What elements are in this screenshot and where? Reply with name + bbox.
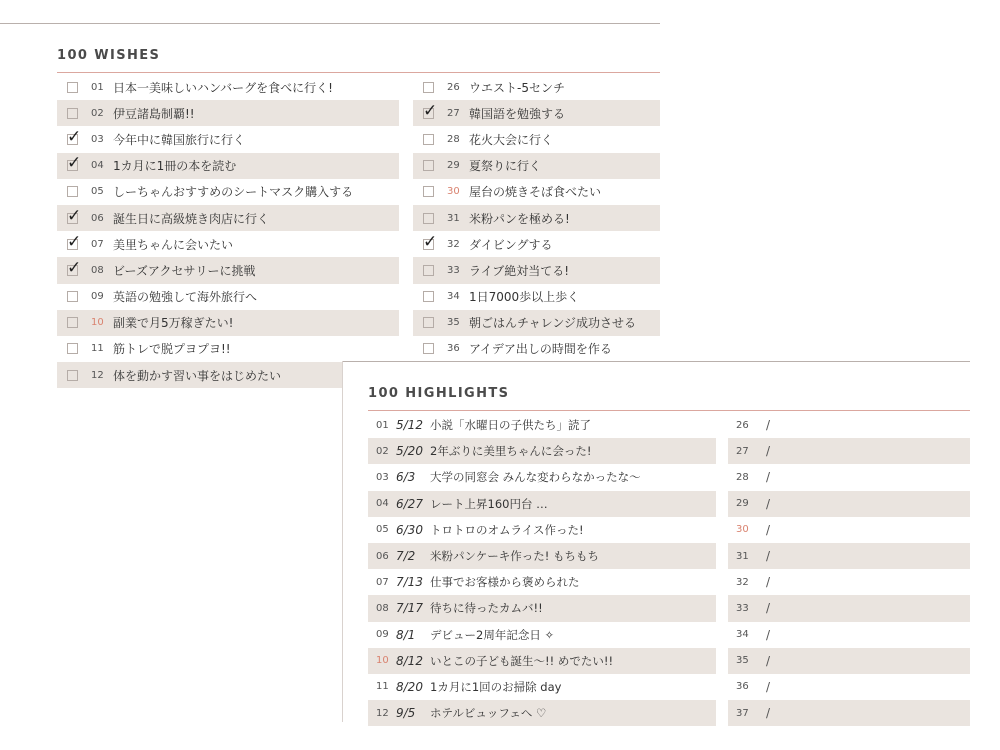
highlight-number: 36 <box>736 681 749 693</box>
wish-checkbox[interactable] <box>423 134 434 145</box>
wish-text: 英語の勉強して海外旅行へ <box>113 290 258 305</box>
highlight-row <box>728 700 970 726</box>
highlight-text: 小説「水曜日の子供たち」読了 <box>430 418 591 433</box>
wishes-sheet <box>0 23 660 419</box>
wish-text: 朝ごはんチャレンジ成功させる <box>469 316 637 331</box>
wish-row <box>413 231 660 257</box>
wish-checkbox[interactable] <box>423 317 434 328</box>
highlight-row <box>728 464 970 490</box>
highlight-row <box>368 412 716 438</box>
highlight-text: / <box>766 679 771 694</box>
highlight-number: 32 <box>736 576 749 588</box>
wish-number: 36 <box>447 343 460 355</box>
wish-row <box>413 126 660 152</box>
wish-checkbox[interactable] <box>423 100 438 121</box>
wish-checkbox[interactable] <box>423 82 434 93</box>
wish-row <box>413 153 660 179</box>
wish-number: 32 <box>447 238 460 250</box>
highlight-row <box>368 569 716 595</box>
highlight-row <box>728 648 970 674</box>
wish-number: 27 <box>447 107 460 119</box>
wish-row <box>413 257 660 283</box>
highlight-number: 07 <box>376 576 389 588</box>
wish-text: ダイビングする <box>469 237 553 252</box>
highlight-row <box>368 622 716 648</box>
wish-number: 30 <box>447 186 460 198</box>
highlight-row <box>728 412 970 438</box>
wish-checkbox[interactable] <box>67 257 82 278</box>
checkmark-icon: ✓ <box>67 153 82 174</box>
highlight-text: 米粉パンケーキ作った! もちもち <box>430 549 600 564</box>
wishes-title-rule <box>57 72 660 73</box>
highlight-text: / <box>766 601 771 616</box>
wish-text: 筋トレで脱プヨプヨ!! <box>113 342 231 357</box>
wish-row <box>57 310 399 336</box>
highlight-row <box>368 491 716 517</box>
wish-checkbox[interactable] <box>67 82 78 93</box>
wish-number: 31 <box>447 212 460 224</box>
highlight-text: 待ちに待ったカムバ!! <box>430 601 543 616</box>
highlight-row <box>368 674 716 700</box>
wish-text: 日本一美味しいハンバーグを食べに行く! <box>113 80 333 95</box>
wish-text: 1日7000歩以上歩く <box>469 290 580 305</box>
wish-checkbox[interactable] <box>67 153 82 174</box>
wish-row <box>413 284 660 310</box>
wish-number: 10 <box>91 317 104 329</box>
wish-row <box>57 126 399 152</box>
wish-text: 誕生日に高級焼き肉店に行く <box>113 211 270 226</box>
highlight-number: 35 <box>736 655 749 667</box>
highlights-sheet <box>343 361 970 722</box>
wish-number: 33 <box>447 264 460 276</box>
highlight-date: 6/30 <box>396 522 423 537</box>
wish-text: アイデア出しの時間を作る <box>469 342 612 357</box>
wish-text: 副業で月5万稼ぎたい! <box>113 316 234 331</box>
wish-row <box>57 231 399 257</box>
highlight-text: ホテルビュッフェへ ♡ <box>430 706 547 721</box>
highlight-date: 5/12 <box>396 418 423 433</box>
highlight-number: 12 <box>376 707 389 719</box>
wish-row <box>57 284 399 310</box>
highlight-text: トロトロのオムライス作った! <box>430 522 584 537</box>
highlight-number: 02 <box>376 445 389 457</box>
wish-row <box>413 205 660 231</box>
highlight-row <box>728 543 970 569</box>
highlight-number: 01 <box>376 419 389 431</box>
wish-checkbox[interactable] <box>423 213 434 224</box>
highlight-number: 30 <box>736 524 749 536</box>
highlight-row <box>368 700 716 726</box>
wish-row <box>413 310 660 336</box>
highlight-date: 7/13 <box>396 575 423 590</box>
wish-row <box>413 100 660 126</box>
highlight-text: いとこの子ども誕生〜!! めでたい!! <box>430 653 614 668</box>
highlight-text: デビュー2周年記念日 ✧ <box>430 627 555 642</box>
wish-text: 今年中に韓国旅行に行く <box>113 132 246 147</box>
checkmark-icon: ✓ <box>67 205 82 226</box>
wish-checkbox[interactable] <box>67 126 82 147</box>
wish-checkbox[interactable] <box>67 317 78 328</box>
wish-number: 02 <box>91 107 104 119</box>
checkmark-icon: ✓ <box>67 231 82 252</box>
highlight-text: / <box>766 706 771 721</box>
wish-text: 1カ月に1冊の本を読む <box>113 159 237 174</box>
wish-text: 伊豆諸島制覇!! <box>113 106 195 121</box>
wish-row <box>57 100 399 126</box>
highlight-text: 仕事でお客様から褒められた <box>430 575 580 590</box>
highlight-row <box>368 464 716 490</box>
highlight-number: 33 <box>736 602 749 614</box>
wish-checkbox[interactable] <box>67 291 78 302</box>
wish-row <box>413 336 660 362</box>
highlight-date: 7/17 <box>396 601 423 616</box>
highlight-date: 7/2 <box>396 549 416 564</box>
wish-checkbox[interactable] <box>67 370 78 381</box>
highlight-number: 31 <box>736 550 749 562</box>
highlight-row <box>368 543 716 569</box>
wish-row <box>57 74 399 100</box>
highlight-row <box>728 595 970 621</box>
highlight-row <box>368 648 716 674</box>
wish-text: 米粉パンを極める! <box>469 211 570 226</box>
highlight-row <box>728 517 970 543</box>
wish-text: 花火大会に行く <box>469 132 554 147</box>
wish-text: 韓国語を勉強する <box>469 106 566 121</box>
highlight-date: 6/3 <box>396 470 416 485</box>
wishes-title: 100 WISHES <box>57 48 161 63</box>
highlight-row <box>728 674 970 700</box>
highlight-number: 09 <box>376 629 389 641</box>
wish-checkbox[interactable] <box>423 291 434 302</box>
highlight-text: / <box>766 496 771 511</box>
wish-number: 29 <box>447 160 460 172</box>
wish-checkbox[interactable] <box>67 108 78 119</box>
highlight-date: 6/27 <box>396 496 423 511</box>
highlight-number: 03 <box>376 471 389 483</box>
wish-row <box>57 257 399 283</box>
highlight-number: 26 <box>736 419 749 431</box>
wish-number: 34 <box>447 291 460 303</box>
highlight-number: 29 <box>736 498 749 510</box>
checkmark-icon: ✓ <box>423 231 438 252</box>
highlight-date: 5/20 <box>396 444 423 459</box>
highlight-number: 27 <box>736 445 749 457</box>
highlight-text: / <box>766 549 771 564</box>
highlight-text: / <box>766 653 771 668</box>
checkmark-icon: ✓ <box>423 100 438 121</box>
wish-row <box>57 179 399 205</box>
highlights-right-column <box>728 412 970 726</box>
wish-number: 26 <box>447 81 460 93</box>
highlight-text: 2年ぶりに美里ちゃんに会った! <box>430 444 592 459</box>
highlight-number: 28 <box>736 471 749 483</box>
wish-checkbox[interactable] <box>423 186 434 197</box>
highlight-row <box>368 517 716 543</box>
wish-checkbox[interactable] <box>67 205 82 226</box>
checkmark-icon: ✓ <box>67 126 82 147</box>
highlight-row <box>728 569 970 595</box>
highlights-title-rule <box>368 410 970 411</box>
highlight-text: / <box>766 444 771 459</box>
highlight-row <box>368 595 716 621</box>
wish-text: ウエスト-5センチ <box>469 80 565 95</box>
wish-checkbox[interactable] <box>423 231 438 252</box>
highlight-text: 1カ月に1回のお掃除 day <box>430 679 562 694</box>
wish-checkbox[interactable] <box>67 343 78 354</box>
wish-text: ライブ絶対当てる! <box>469 263 570 278</box>
wish-number: 08 <box>91 264 104 276</box>
wish-number: 28 <box>447 133 460 145</box>
wish-checkbox[interactable] <box>67 231 82 252</box>
wish-text: 夏祭りに行く <box>469 159 542 174</box>
wish-number: 01 <box>91 81 104 93</box>
wish-number: 35 <box>447 317 460 329</box>
wish-number: 04 <box>91 160 104 172</box>
highlight-row <box>728 438 970 464</box>
highlight-number: 06 <box>376 550 389 562</box>
wish-checkbox[interactable] <box>67 186 78 197</box>
wish-text: しーちゃんおすすめのシートマスク購入する <box>113 185 354 200</box>
highlight-text: / <box>766 418 771 433</box>
highlight-row <box>368 438 716 464</box>
highlights-title: 100 HIGHLIGHTS <box>368 386 510 401</box>
highlight-number: 08 <box>376 602 389 614</box>
highlight-row <box>728 491 970 517</box>
highlight-number: 34 <box>736 629 749 641</box>
highlight-text: / <box>766 522 771 537</box>
highlight-date: 8/12 <box>396 653 423 668</box>
highlights-left-column <box>368 412 716 726</box>
wish-number: 07 <box>91 238 104 250</box>
wish-number: 09 <box>91 291 104 303</box>
wish-number: 05 <box>91 186 104 198</box>
wish-number: 06 <box>91 212 104 224</box>
wish-row <box>413 179 660 205</box>
wish-number: 03 <box>91 133 104 145</box>
highlight-date: 9/5 <box>396 706 416 721</box>
wish-number: 12 <box>91 369 104 381</box>
highlight-number: 05 <box>376 524 389 536</box>
highlight-text: / <box>766 575 771 590</box>
highlight-text: / <box>766 470 771 485</box>
highlight-date: 8/1 <box>396 627 416 642</box>
highlight-text: 大学の同窓会 みんな変わらなかったな〜 <box>430 470 641 485</box>
wish-text: ビーズアクセサリーに挑戦 <box>113 263 256 278</box>
highlight-number: 11 <box>376 681 389 693</box>
wish-text: 体を動かす習い事をはじめたい <box>113 368 282 383</box>
wish-row <box>413 74 660 100</box>
wish-checkbox[interactable] <box>423 343 434 354</box>
highlight-number: 04 <box>376 498 389 510</box>
highlight-text: / <box>766 627 771 642</box>
wish-number: 11 <box>91 343 104 355</box>
wishes-left-column <box>57 74 399 388</box>
wish-text: 美里ちゃんに会いたい <box>113 237 234 252</box>
wish-checkbox[interactable] <box>423 160 434 171</box>
wish-row <box>57 153 399 179</box>
wish-checkbox[interactable] <box>423 265 434 276</box>
highlight-date: 8/20 <box>396 679 423 694</box>
wishes-right-column <box>413 74 660 362</box>
highlight-row <box>728 622 970 648</box>
wish-row <box>57 336 399 362</box>
wish-text: 屋台の焼きそば食べたい <box>469 185 602 200</box>
wish-row <box>57 205 399 231</box>
highlight-text: レート上昇160円台 … <box>430 496 548 511</box>
checkmark-icon: ✓ <box>67 257 82 278</box>
highlight-number: 10 <box>376 655 389 667</box>
highlight-number: 37 <box>736 707 749 719</box>
